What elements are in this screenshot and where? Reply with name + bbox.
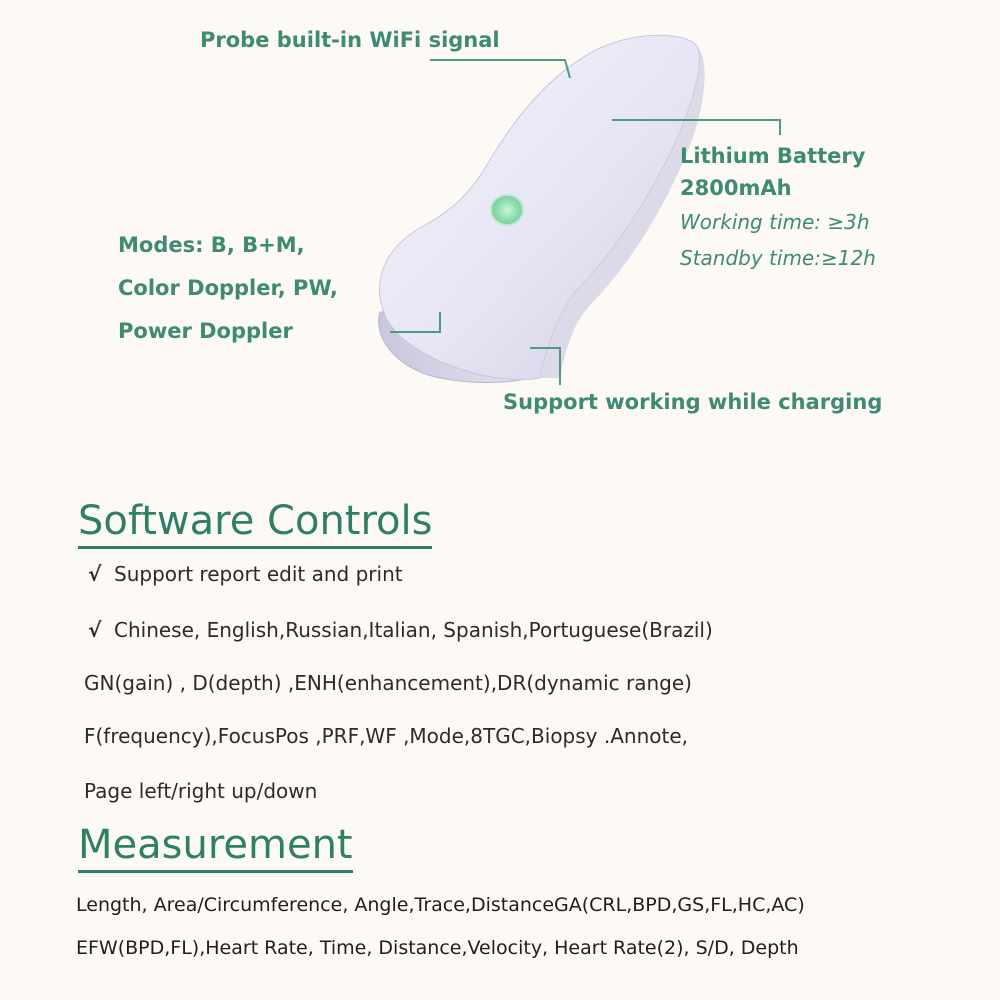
measurement-line-2: EFW(BPD,FL),Heart Rate, Time, Distance,Velocity, Heart Rate(2), S/D, Depth — [76, 937, 799, 959]
working-time: Working time: ≥3h — [680, 210, 870, 234]
modes-line-1: Modes: B, B+M, — [118, 233, 305, 257]
battery-type: Lithium Battery — [680, 144, 866, 168]
modes-line-2: Color Doppler, PW, — [118, 276, 338, 300]
battery-callout — [680, 140, 876, 276]
software-line-page: Page left/right up/down — [84, 779, 318, 803]
measurement-heading: Measurement — [78, 822, 353, 873]
charging-callout: Support working while charging — [503, 390, 883, 414]
check-icon: √ — [88, 562, 102, 586]
modes-line-3: Power Doppler — [118, 319, 293, 343]
software-line-frequency: F(frequency),FocusPos ,PRF,WF ,Mode,8TGC,Biopsy .Annote, — [84, 724, 688, 748]
modes-callout — [118, 224, 338, 353]
check-icon: √ — [88, 618, 102, 642]
software-item-report: √ Support report edit and print — [88, 562, 403, 586]
standby-time: Standby time:≥12h — [680, 246, 876, 270]
software-controls-heading: Software Controls — [78, 498, 432, 549]
measurement-line-1: Length, Area/Circumference, Angle,Trace,DistanceGA(CRL,BPD,GS,FL,HC,AC) — [76, 894, 805, 916]
software-line-gain: GN(gain) , D(depth) ,ENH(enhancement),DR(dynamic range) — [84, 671, 692, 695]
battery-capacity: 2800mAh — [680, 176, 792, 200]
software-item-languages: √ Chinese, English,Russian,Italian, Spanish,Portuguese(Brazil) — [88, 618, 713, 642]
wifi-callout: Probe built-in WiFi signal — [200, 28, 500, 52]
indicator-led — [491, 195, 523, 225]
